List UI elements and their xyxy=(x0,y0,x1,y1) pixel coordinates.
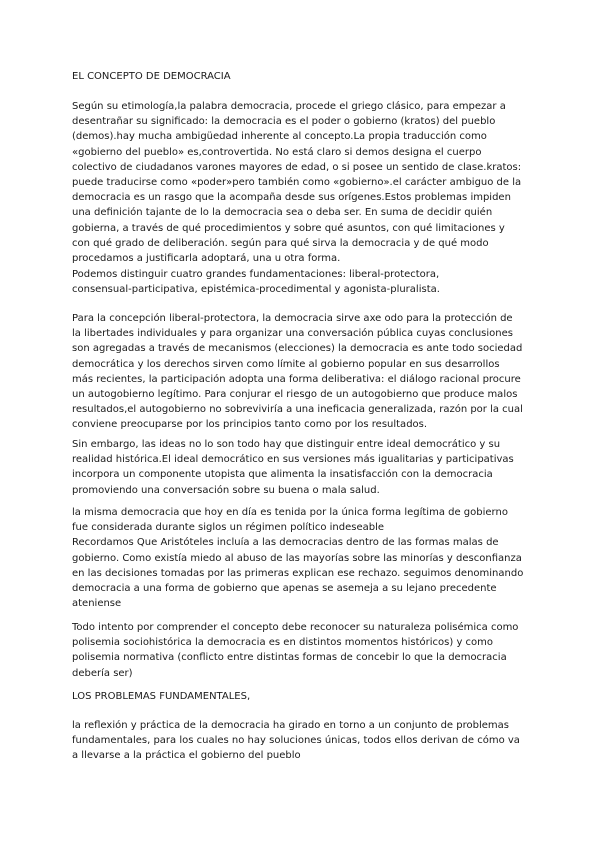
text-line: colectivo de ciudadanos varones mayores de edad, o si posee un sentido de clase.kratos: xyxy=(72,161,522,173)
text-line: Recordamos Que Aristóteles incluía a las democracias dentro de las formas malas de xyxy=(72,537,499,549)
paragraph-etymology xyxy=(72,99,521,266)
text-line: con qué grado de deliberación. según para qué sirva la democracia y de qué modo xyxy=(72,237,489,249)
text-line: conviene preocuparse por los principios tanto como por los resultados. xyxy=(72,419,428,431)
paragraph-liberal-protectora xyxy=(72,311,523,433)
text-line: promoviendo una conversación sobre su buena o mala salud. xyxy=(72,484,380,496)
text-line: Podemos distinguir cuatro grandes fundamentaciones: liberal-protectora, xyxy=(72,269,440,280)
text-line: gobierna, a través de qué procedimientos y sobre qué asuntos, con qué limitaciones y xyxy=(72,222,505,234)
text-line: realidad histórica.El ideal democrático en sus versiones más igualitarias y participativas xyxy=(72,454,514,466)
paragraph-historia xyxy=(72,505,523,611)
text-line: un autogobierno legítimo. Para conjurar el riesgo de un autogobierno que produce malos xyxy=(72,389,518,401)
text-line: incorpora un componente utopista que alimenta la insatisfacción con la democracia xyxy=(72,469,493,481)
text-line: fue considerada durante siglos un régimen político indeseable xyxy=(72,522,384,534)
text-line: son agregadas a través de mecanismos (elecciones) la democracia es ante todo sociedad xyxy=(72,343,523,355)
paragraph-ideal-realidad xyxy=(72,437,514,498)
text-line: polisemia normativa (conflicto entre distintas formas de concebir lo que la democracia xyxy=(72,652,507,664)
text-line: procedamos a justificarla adoptará, una u otra forma. xyxy=(72,253,341,265)
text-line: la reflexión y práctica de la democracia ha girado en torno a un conjunto de problemas xyxy=(72,720,509,731)
text-line: la misma democracia que hoy en día es tenida por la única forma legítima de gobierno xyxy=(72,507,508,518)
text-line: Todo intento por comprender el concepto debe reconocer su naturaleza polisémica como xyxy=(72,622,519,633)
text-line: desentrañar su significado: la democracia es el poder o gobierno (kratos) del pueblo xyxy=(72,116,496,128)
paragraph-problemas xyxy=(72,718,520,764)
text-line: Según su etimología,la palabra democracia, procede el griego clásico, para empezar a xyxy=(72,101,506,112)
text-line: democracia es un rasgo que la acompaña desde sus orígenes.Estos problemas impiden xyxy=(72,192,511,204)
text-line: en las decisiones tomadas por las primeras explican ese rechazo. seguimos denominando xyxy=(72,567,524,579)
text-line: la libertades individuales y para organizar una conversación pública cuyas conclusiones xyxy=(72,328,513,340)
text-line: «gobierno del pueblo» es,controvertida. No está claro si demos designa el cuerpo xyxy=(72,146,482,158)
text-line: consensual-participativa, epistémica-procedimental y agonista-pluralista. xyxy=(72,284,440,296)
text-line: Para la concepción liberal-protectora, la democracia sirve axe odo para la protección de xyxy=(72,313,513,324)
text-line: a llevarse a la práctica el gobierno del pueblo xyxy=(72,750,301,762)
section-heading: LOS PROBLEMAS FUNDAMENTALES, xyxy=(72,691,251,702)
page-title: EL CONCEPTO DE DEMOCRACIA xyxy=(72,71,231,82)
text-line: polisemia sociohistórica la democracia es en distintos momentos históricos) y como xyxy=(72,637,494,649)
text-line: puede traducirse como «poder»pero también como «gobierno».el carácter ambiguo de la xyxy=(72,177,522,189)
text-line: gobierno. Como existía miedo al abuso de las mayorías sobre las minorías y desconfianza xyxy=(72,552,522,564)
text-line: más recientes, la participación adopta una forma deliberativa: el diálogo racional procure xyxy=(72,373,521,385)
paragraph-fundamentaciones xyxy=(72,267,440,297)
text-line: democracia a una forma de gobierno que apenas se asemeja a su lejano precedente xyxy=(72,583,497,595)
paragraph-polisemia xyxy=(72,620,518,681)
text-line: una definición tajante de lo la democracia sea o deba ser. En suma de decidir quién xyxy=(72,207,493,219)
text-line: democrática y los derechos sirven como límite al gobierno popular en sus desarrollos xyxy=(72,358,500,370)
text-line: ateniense xyxy=(72,598,122,610)
text-line: fundamentales, para los cuales no hay soluciones únicas, todos ellos derivan de cómo va xyxy=(72,735,520,747)
text-line: Sin embargo, las ideas no lo son todo hay que distinguir entre ideal democrático y su xyxy=(72,439,501,450)
text-line: resultados,el autogobierno no sobreviviría a una ineficacia generalizada, razón por la cual xyxy=(72,404,523,416)
text-line: (demos).hay mucha ambigüedad inherente al concepto.La propia traducción como xyxy=(72,131,487,143)
text-line: debería ser) xyxy=(72,667,133,679)
